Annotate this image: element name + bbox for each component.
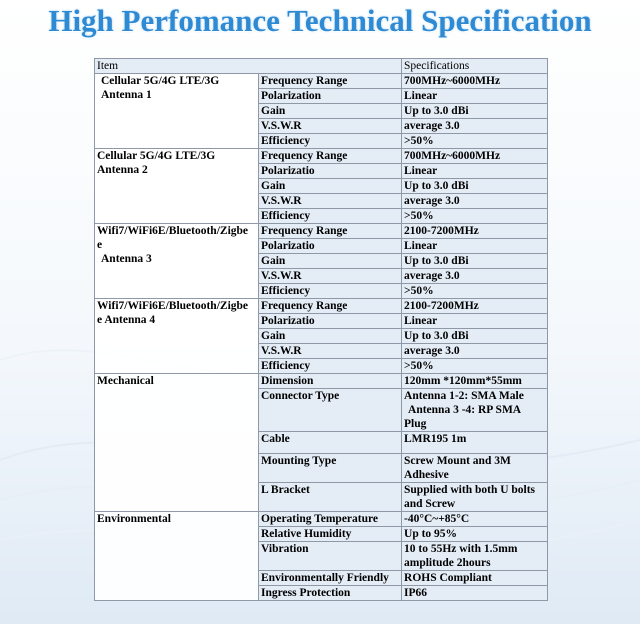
row-label: Polarizatio <box>259 239 402 254</box>
row-label: Frequency Range <box>259 149 402 164</box>
group-name-line2: e <box>97 239 103 251</box>
header-item: Item <box>95 59 402 74</box>
group-name: Wifi7/WiFi6E/Bluetooth/Zigbe <box>97 225 249 237</box>
row-value: >50% <box>402 359 548 374</box>
row-value: average 3.0 <box>402 344 548 359</box>
group-name: Wifi7/WiFi6E/Bluetooth/Zigbe <box>97 300 249 312</box>
table-row <box>95 512 548 527</box>
row-label: Gain <box>259 104 402 119</box>
row-value <box>402 483 548 512</box>
spec-table <box>94 58 548 601</box>
row-label: Polarization <box>259 89 402 104</box>
row-value: Linear <box>402 164 548 179</box>
table-header-row <box>95 59 548 74</box>
row-label: Frequency Range <box>259 299 402 314</box>
row-value: 2100-7200MHz <box>402 299 548 314</box>
row-value: Linear <box>402 89 548 104</box>
group-name-line2: Antenna 1 <box>101 89 152 101</box>
value-line: Adhesive <box>404 469 449 481</box>
value-line: 10 to 55Hz with 1.5mm <box>404 543 518 555</box>
row-value: 2100-7200MHz <box>402 224 548 239</box>
row-value: >50% <box>402 209 548 224</box>
row-value: -40°C~+85°C <box>402 512 548 527</box>
group-antenna-2 <box>95 149 259 224</box>
value-line: amplitude 2hours <box>404 557 491 569</box>
row-value <box>402 542 548 571</box>
row-label: Operating Temperature <box>259 512 402 527</box>
row-label: Frequency Range <box>259 74 402 89</box>
row-label: Efficiency <box>259 284 402 299</box>
row-label: Polarizatio <box>259 314 402 329</box>
row-value: IP66 <box>402 586 548 601</box>
row-value: average 3.0 <box>402 119 548 134</box>
value-line: Antenna 3 -4: RP SMA <box>408 404 522 416</box>
table-row <box>95 149 548 164</box>
row-value: Up to 3.0 dBi <box>402 329 548 344</box>
value-line: and Screw <box>404 498 456 510</box>
table-row <box>95 299 548 314</box>
header-specifications: Specifications <box>402 59 548 74</box>
row-label: Cable <box>259 432 402 454</box>
row-label: Efficiency <box>259 209 402 224</box>
row-label: Mounting Type <box>259 454 402 483</box>
value-line: Plug <box>404 418 427 430</box>
row-value: Up to 3.0 dBi <box>402 254 548 269</box>
row-label: Gain <box>259 254 402 269</box>
row-value: Linear <box>402 314 548 329</box>
row-label: Connector Type <box>259 389 402 432</box>
row-value: average 3.0 <box>402 194 548 209</box>
row-value: Up to 95% <box>402 527 548 542</box>
value-line: Antenna 1-2: SMA Male <box>404 390 524 402</box>
row-label: V.S.W.R <box>259 119 402 134</box>
value-line: Screw Mount and 3M <box>404 455 511 467</box>
row-value: >50% <box>402 134 548 149</box>
row-value: 700MHz~6000MHz <box>402 74 548 89</box>
row-label: Frequency Range <box>259 224 402 239</box>
table-row <box>95 74 548 89</box>
row-label: Environmentally Friendly <box>259 571 402 586</box>
row-label: Polarizatio <box>259 164 402 179</box>
value-line: Supplied with both U bolts <box>404 484 536 496</box>
row-value: 120mm *120mm*55mm <box>402 374 548 389</box>
group-mechanical: Mechanical <box>95 374 259 512</box>
group-antenna-4 <box>95 299 259 374</box>
row-value: LMR195 1m <box>402 432 548 454</box>
row-label: Efficiency <box>259 134 402 149</box>
group-antenna-3 <box>95 224 259 299</box>
row-label: Vibration <box>259 542 402 571</box>
group-antenna-1 <box>95 74 259 149</box>
row-label: Efficiency <box>259 359 402 374</box>
group-environmental: Environmental <box>95 512 259 601</box>
row-value: 700MHz~6000MHz <box>402 149 548 164</box>
row-label: L Bracket <box>259 483 402 512</box>
row-label: Gain <box>259 329 402 344</box>
row-value: Linear <box>402 239 548 254</box>
group-name-line2: e Antenna 4 <box>97 314 156 326</box>
row-label: V.S.W.R <box>259 269 402 284</box>
table-row <box>95 224 548 239</box>
group-name: Cellular 5G/4G LTE/3G <box>101 75 220 87</box>
row-label: Gain <box>259 179 402 194</box>
row-label: V.S.W.R <box>259 344 402 359</box>
group-name: Cellular 5G/4G LTE/3G <box>97 150 216 162</box>
group-name-line3: Antenna 3 <box>101 253 152 265</box>
page-title: High Perfomance Technical Specification <box>48 3 592 38</box>
row-value: ROHS Compliant <box>402 571 548 586</box>
row-label: V.S.W.R <box>259 194 402 209</box>
row-value <box>402 454 548 483</box>
row-label: Dimension <box>259 374 402 389</box>
row-value: >50% <box>402 284 548 299</box>
row-value: average 3.0 <box>402 269 548 284</box>
row-label: Ingress Protection <box>259 586 402 601</box>
row-label: Relative Humidity <box>259 527 402 542</box>
table-row <box>95 374 548 389</box>
group-name-line2: Antenna 2 <box>97 164 148 176</box>
row-value: Up to 3.0 dBi <box>402 104 548 119</box>
row-value: Up to 3.0 dBi <box>402 179 548 194</box>
row-value <box>402 389 548 432</box>
